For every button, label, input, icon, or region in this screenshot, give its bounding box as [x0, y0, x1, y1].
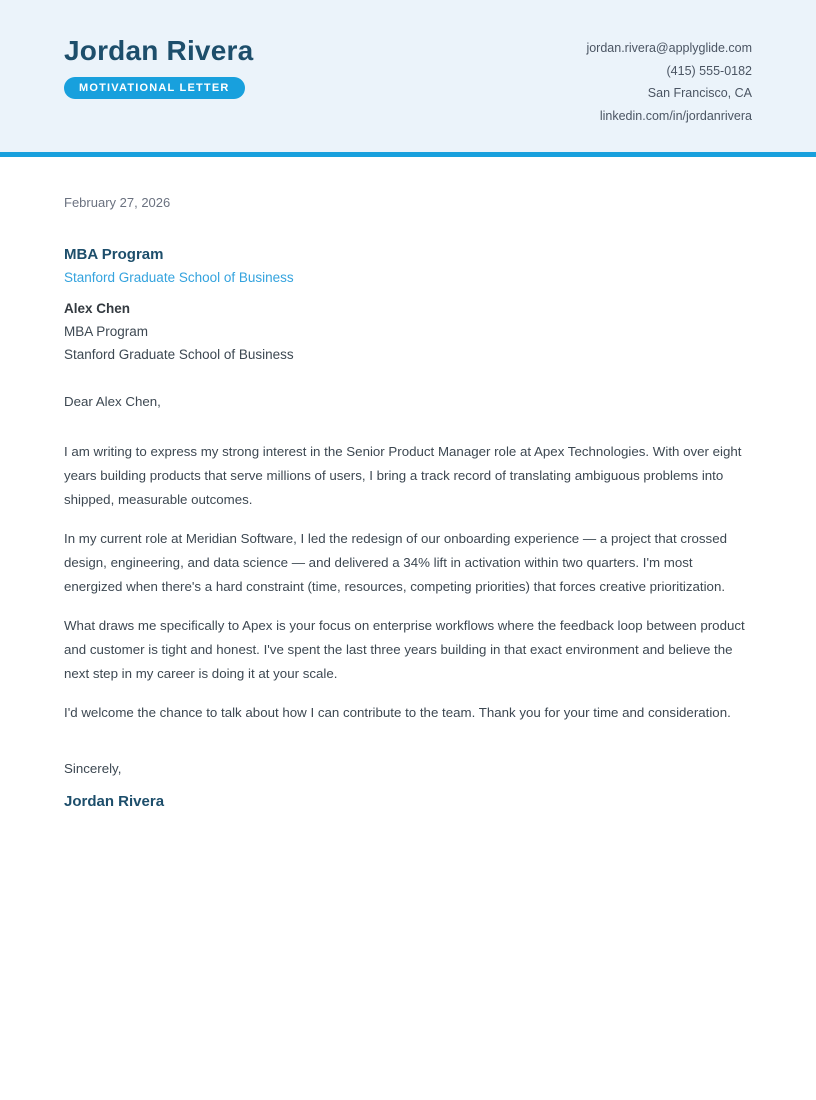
email-text: jordan.rivera@applyglide.com [586, 41, 752, 55]
salutation: Dear Alex Chen, [64, 394, 161, 409]
page-title: Jordan Rivera [64, 35, 254, 66]
document-type-badge: MOTIVATIONAL LETTER [64, 77, 245, 99]
letter-body [0, 193, 816, 812]
location-text: San Francisco, CA [647, 86, 752, 100]
contact-info [586, 34, 752, 127]
body-paragraph-4: I'd welcome the chance to talk about how I can contribute to the team. Thank you for your time and consideration. [64, 705, 731, 720]
linkedin-text: linkedin.com/in/jordanrivera [599, 108, 752, 123]
letter-header [0, 0, 816, 157]
closing-line: Sincerely, [64, 761, 122, 776]
signature-name: Jordan Rivera [64, 793, 165, 810]
recipient-contact-block [64, 297, 752, 366]
body-paragraph-2: In my current role at Meridian Software, I led the redesign of our onboarding experience — a project that crossed design, engineering, and data science — and delivered a 34% lift in activation within two quarters. I'm most energized when there's a hard constraint (time, resources, competing priorities) that forces creative prioritization. [64, 531, 727, 594]
letter-date: February 27, 2026 [64, 195, 171, 210]
recipient-org: Stanford Graduate School of Business [64, 347, 294, 362]
recipient-school-link[interactable]: Stanford Graduate School of Business [64, 270, 294, 285]
header-identity [64, 34, 253, 99]
recipient-program-heading: MBA Program [64, 246, 164, 263]
recipient-role: MBA Program [64, 324, 149, 339]
body-paragraph-1: I am writing to express my strong interest in the Senior Product Manager role at Apex Technologies. With over eight years building products that serve millions of users, I bring a track record of translating ambiguous problems into shipped, measurable outcomes. [64, 444, 742, 507]
recipient-name: Alex Chen [64, 301, 131, 316]
phone-text: (415) 555-0182 [666, 63, 752, 78]
body-paragraph-3: What draws me specifically to Apex is your focus on enterprise workflows where the feedback loop between product and customer is tight and honest. I've spent the last three years building in that exact environment and believe the next step in my career is doing it at your scale. [64, 618, 745, 681]
recipient-block [64, 245, 752, 366]
